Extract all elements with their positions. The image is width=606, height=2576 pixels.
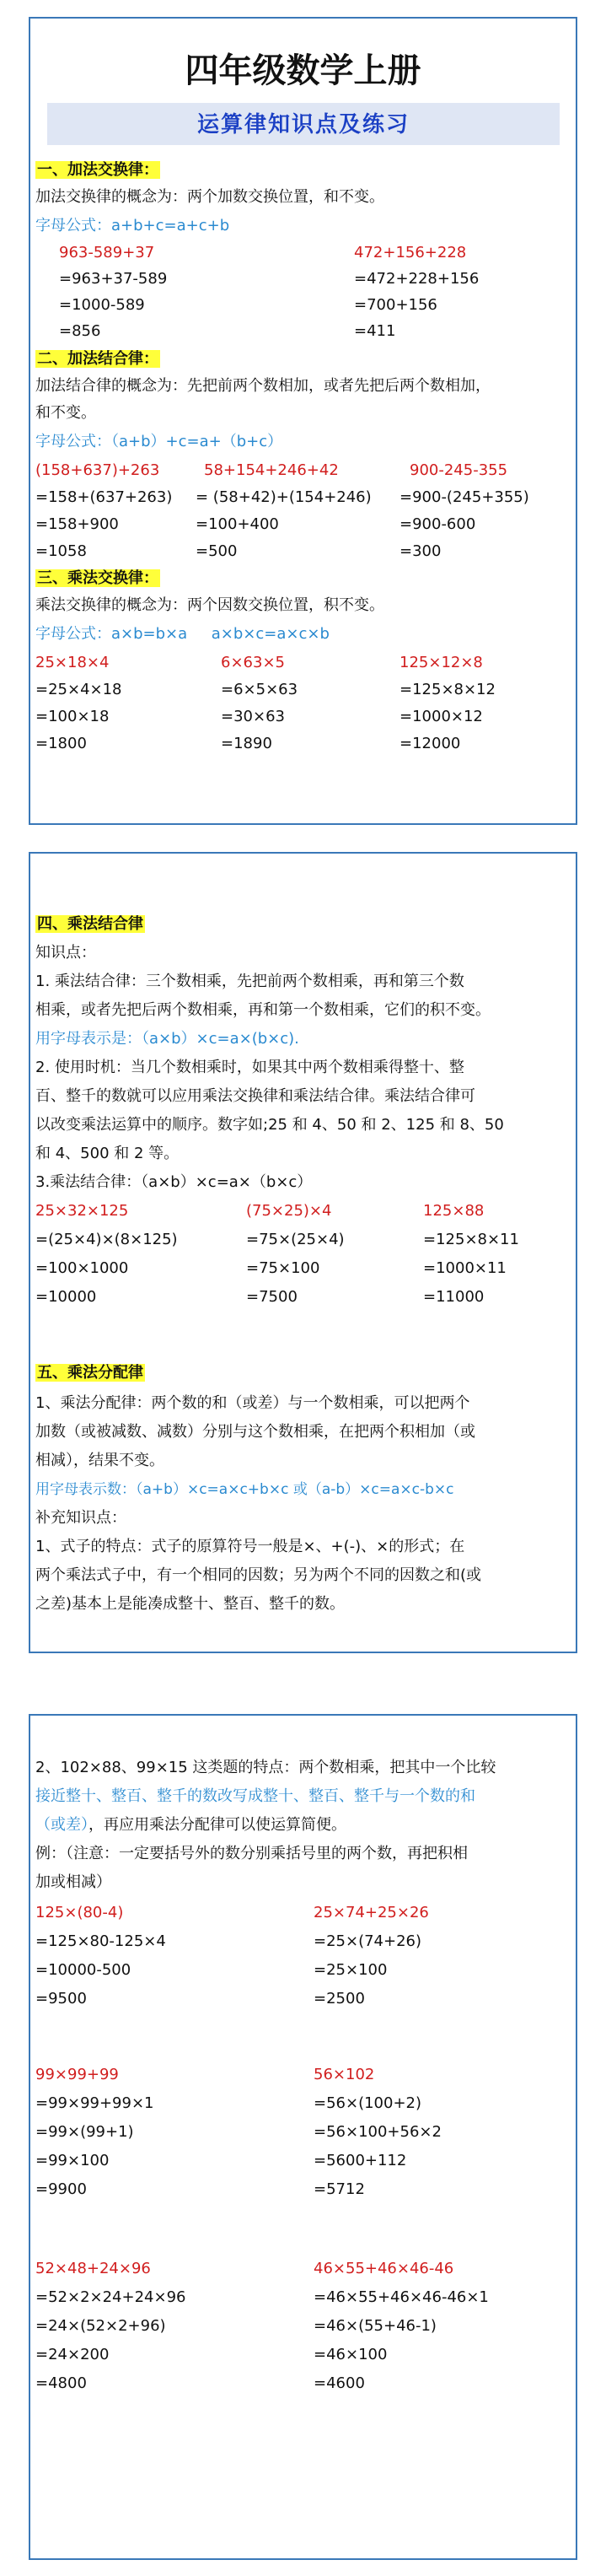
g2-right-line5: =5712 bbox=[314, 2180, 365, 2198]
s2-example2-line3: =100+400 bbox=[196, 515, 279, 533]
section-heading-addition-associative: 二、加法结合律： bbox=[37, 350, 158, 368]
g1-left-line3: =10000-500 bbox=[35, 1961, 131, 1979]
s4-example1-line2: =(25×4)×(8×125) bbox=[35, 1231, 178, 1248]
section-heading-multiplication-commutative: 三、乘法交换律： bbox=[37, 569, 158, 587]
s4-example3-line1: 125×88 bbox=[423, 1202, 485, 1220]
g1-left-line1: 125×(80-4) bbox=[35, 1904, 124, 1921]
s2-example2-line4: =500 bbox=[196, 542, 238, 560]
trick-line3-highlight: （或差） bbox=[35, 1816, 88, 1834]
s1-example2-line4: =411 bbox=[354, 322, 396, 340]
associative-point2-line3: 以改变乘法运算中的顺序。数字如;25 和 4、50 和 2、125 和 8、50 bbox=[35, 1116, 504, 1134]
distributive-formula: 用字母表示数：（a+b）×c=a×c+b×c 或（a-b）×c=a×c-b×c bbox=[35, 1481, 454, 1498]
g3-right-line1: 46×55+46×46-46 bbox=[314, 2260, 454, 2277]
s1-example1-line4: =856 bbox=[59, 322, 101, 340]
g1-right-line1: 25×74+25×26 bbox=[314, 1904, 429, 1921]
s3-example3-line4: =12000 bbox=[400, 735, 461, 752]
s3-example3-line2: =125×8×12 bbox=[400, 681, 496, 698]
s4-example2-line3: =75×100 bbox=[246, 1259, 320, 1277]
section-heading-addition-commutative: 一、加法交换律： bbox=[37, 161, 158, 179]
g3-right-line2: =46×55+46×46-46×1 bbox=[314, 2288, 489, 2306]
panel-addition-laws bbox=[29, 17, 577, 825]
s3-example2-line4: =1890 bbox=[221, 735, 272, 752]
s1-example1-line1: 963-589+37 bbox=[59, 244, 155, 261]
distributive-point2-line2: 两个乘法式子中，有一个相同的因数；另为两个不同的因数之和(或 bbox=[35, 1566, 482, 1584]
associative-formula: 用字母表示是：（a×b）×c=a×(b×c). bbox=[35, 1030, 299, 1048]
page-subtitle: 运算律知识点及练习 bbox=[196, 112, 410, 137]
associative-point1-line1: 1. 乘法结合律：三个数相乘，先把前两个数相乘，再和第三个数 bbox=[35, 973, 464, 990]
g1-right-line4: =2500 bbox=[314, 1990, 365, 2007]
g2-left-line3: =99×(99+1) bbox=[35, 2123, 134, 2141]
trick-line1: 2、102×88、99×15 这类题的特点：两个数相乘，把其中一个比较 bbox=[35, 1759, 496, 1776]
associative-point2-line4: 和 4、500 和 2 等。 bbox=[35, 1145, 180, 1162]
s2-example3-line3: =900-600 bbox=[400, 515, 476, 533]
example-note-line2: 加或相减） bbox=[35, 1873, 111, 1891]
s2-example1-line4: =1058 bbox=[35, 542, 87, 560]
addition-commutative-concept: 加法交换律的概念为：两个加数交换位置，和不变。 bbox=[35, 188, 384, 206]
g3-left-line2: =52×2×24+24×96 bbox=[35, 2288, 186, 2306]
s4-example1-line4: =10000 bbox=[35, 1288, 97, 1306]
distributive-point2-line3: 之差)基本上是能凑成整十、整百、整千的数。 bbox=[35, 1595, 346, 1613]
g3-left-line5: =4800 bbox=[35, 2374, 87, 2392]
s2-example2-line1: 58+154+246+42 bbox=[204, 461, 339, 479]
trick-line3-rest: ，再应用乘法分配律可以使运算简便。 bbox=[88, 1816, 346, 1834]
panel-multiplication-laws bbox=[29, 852, 577, 1653]
g3-right-line4: =46×100 bbox=[314, 2346, 388, 2363]
trick-line3 bbox=[35, 1815, 346, 1835]
addition-associative-concept-line1: 加法结合律的概念为：先把前两个数相加，或者先把后两个数相加， bbox=[35, 377, 491, 395]
panel-distributive-examples bbox=[29, 1714, 577, 2560]
addition-associative-formula: 字母公式：（a+b）+c=a+（b+c） bbox=[35, 433, 283, 450]
g2-right-line1: 56×102 bbox=[314, 2066, 375, 2083]
s1-example1-line2: =963+37-589 bbox=[59, 270, 168, 288]
g3-right-line5: =4600 bbox=[314, 2374, 365, 2392]
subtitle-banner bbox=[47, 103, 560, 145]
s2-example1-line3: =158+900 bbox=[35, 515, 119, 533]
g1-left-line2: =125×80-125×4 bbox=[35, 1932, 166, 1950]
section-heading-multiplication-distributive: 五、乘法分配律 bbox=[37, 1364, 143, 1382]
addition-associative-concept-line2: 和不变。 bbox=[35, 404, 96, 422]
multiplication-commutative-formula: 字母公式：a×b=b×a a×b×c=a×c×b bbox=[35, 625, 330, 643]
associative-point3: 3.乘法结合律：（a×b）×c=a×（b×c） bbox=[35, 1173, 313, 1191]
distributive-point1-line2: 加数（或被减数、减数）分别与这个数相乘，在把两个积相加（或 bbox=[35, 1423, 475, 1441]
g2-left-line5: =9900 bbox=[35, 2180, 87, 2198]
s2-example3-line2: =900-(245+355) bbox=[400, 488, 529, 506]
g3-left-line4: =24×200 bbox=[35, 2346, 110, 2363]
s4-example2-line4: =7500 bbox=[246, 1288, 298, 1306]
s4-example3-line4: =11000 bbox=[423, 1288, 485, 1306]
s1-example1-line3: =1000-589 bbox=[59, 296, 145, 314]
s2-example1-line2: =158+(637+263) bbox=[35, 488, 173, 506]
g1-right-line3: =25×100 bbox=[314, 1961, 388, 1979]
knowledge-label: 知识点： bbox=[35, 944, 96, 962]
g3-left-line3: =24×(52×2+96) bbox=[35, 2317, 166, 2335]
s3-example1-line3: =100×18 bbox=[35, 708, 110, 725]
s1-example2-line2: =472+228+156 bbox=[354, 270, 480, 288]
s1-example2-line1: 472+156+228 bbox=[354, 244, 467, 261]
s4-example2-line1: (75×25)×4 bbox=[246, 1202, 332, 1220]
g3-left-line1: 52×48+24×96 bbox=[35, 2260, 151, 2277]
s1-example2-line3: =700+156 bbox=[354, 296, 437, 314]
s2-example2-line2: = (58+42)+(154+246) bbox=[196, 488, 372, 506]
section-heading-multiplication-associative: 四、乘法结合律 bbox=[37, 915, 143, 933]
s4-example3-line2: =125×8×11 bbox=[423, 1231, 519, 1248]
multiplication-commutative-concept: 乘法交换律的概念为：两个因数交换位置，积不变。 bbox=[35, 596, 384, 614]
distributive-point2-line1: 1、式子的特点：式子的原算符号一般是×、+(-)、×的形式；在 bbox=[35, 1538, 465, 1555]
page-title: 四年级数学上册 bbox=[185, 51, 421, 90]
s3-example1-line4: =1800 bbox=[35, 735, 87, 752]
s3-example3-line3: =1000×12 bbox=[400, 708, 483, 725]
g2-right-line2: =56×(100+2) bbox=[314, 2094, 422, 2112]
s4-example3-line3: =1000×11 bbox=[423, 1259, 507, 1277]
s3-example1-line2: =25×4×18 bbox=[35, 681, 122, 698]
s4-example1-line1: 25×32×125 bbox=[35, 1202, 129, 1220]
supplement-label: 补充知识点： bbox=[35, 1509, 126, 1527]
example-note-line1: 例：（注意：一定要括号外的数分别乘括号里的两个数，再把积相 bbox=[35, 1845, 468, 1862]
trick-line2: 接近整十、整百、整千的数改写成整十、整百、整千与一个数的和 bbox=[35, 1787, 475, 1805]
s4-example2-line2: =75×(25×4) bbox=[246, 1231, 345, 1248]
s2-example1-line1: (158+637)+263 bbox=[35, 461, 160, 479]
distributive-point1-line1: 1、乘法分配律：两个数的和（或差）与一个数相乘，可以把两个 bbox=[35, 1394, 470, 1412]
s3-example1-line1: 25×18×4 bbox=[35, 654, 110, 671]
addition-commutative-formula: 字母公式：a+b+c=a+c+b bbox=[35, 217, 230, 234]
s4-example1-line3: =100×1000 bbox=[35, 1259, 129, 1277]
associative-point2-line1: 2. 使用时机：当几个数相乘时，如果其中两个数相乘得整十、整 bbox=[35, 1059, 464, 1076]
g2-left-line1: 99×99+99 bbox=[35, 2066, 119, 2083]
g1-left-line4: =9500 bbox=[35, 1990, 87, 2007]
s2-example3-line1: 900-245-355 bbox=[410, 461, 508, 479]
s3-example2-line3: =30×63 bbox=[221, 708, 285, 725]
associative-point2-line2: 百、整千的数就可以应用乘法交换律和乘法结合律。乘法结合律可 bbox=[35, 1087, 475, 1105]
g2-left-line2: =99×99+99×1 bbox=[35, 2094, 154, 2112]
g3-right-line3: =46×(55+46-1) bbox=[314, 2317, 437, 2335]
g1-right-line2: =25×(74+26) bbox=[314, 1932, 422, 1950]
g2-right-line4: =5600+112 bbox=[314, 2152, 407, 2169]
associative-point1-line2: 相乘，或者先把后两个数相乘，再和第一个数相乘，它们的积不变。 bbox=[35, 1001, 491, 1019]
s3-example2-line1: 6×63×5 bbox=[221, 654, 285, 671]
g2-left-line4: =99×100 bbox=[35, 2152, 110, 2169]
distributive-point1-line3: 相减），结果不变。 bbox=[35, 1452, 164, 1469]
s3-example2-line2: =6×5×63 bbox=[221, 681, 298, 698]
s2-example3-line4: =300 bbox=[400, 542, 442, 560]
g2-right-line3: =56×100+56×2 bbox=[314, 2123, 442, 2141]
s3-example3-line1: 125×12×8 bbox=[400, 654, 483, 671]
